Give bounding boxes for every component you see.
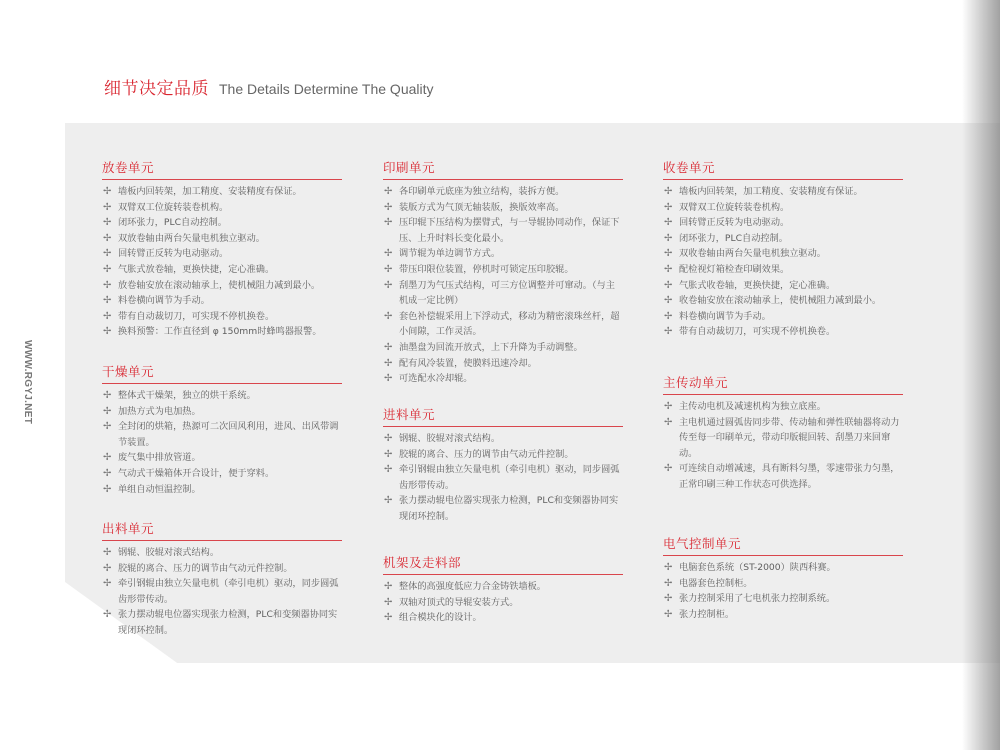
sparkle-bullet-icon: ✢ <box>384 596 393 608</box>
feature-section <box>663 373 903 493</box>
list-item-text: 全封闭的烘箱，热源可二次回风利用，进风、出风带调节装置。 <box>118 421 339 448</box>
sparkle-bullet-icon: ✢ <box>103 390 112 401</box>
list-item-text: 钢辊、胶辊对滚式结构。 <box>399 433 501 444</box>
list-item <box>383 278 623 309</box>
sparkle-bullet-icon: ✢ <box>664 401 673 412</box>
list-item <box>663 293 903 309</box>
list-item-text: 装版方式为气顶无轴装版，换版效率高。 <box>399 201 565 213</box>
sparkle-bullet-icon: ✢ <box>103 232 112 244</box>
list-item-text: 张力摆动辊电位器实现张力检测，PLC和变频器协同实现闭环控制。 <box>399 495 619 522</box>
section-title: 印刷单元 <box>383 158 623 180</box>
list-item-text: 张力控制采用了七电机张力控制系统。 <box>679 593 836 605</box>
sparkle-bullet-icon: ✢ <box>664 201 673 213</box>
feature-list <box>663 560 903 622</box>
list-item-text: 各印刷单元底座为独立结构，装拆方便。 <box>399 186 565 197</box>
list-item <box>102 262 342 278</box>
sparkle-bullet-icon: ✢ <box>384 201 393 213</box>
sparkle-bullet-icon: ✢ <box>103 295 112 307</box>
list-item-text: 套色补偿辊采用上下浮动式，移动为精密滚珠丝杆，超小间隙，工作灵活。 <box>399 310 620 338</box>
sparkle-bullet-icon: ✢ <box>384 433 393 444</box>
list-item <box>663 231 903 247</box>
list-item <box>663 607 903 623</box>
list-item <box>383 431 623 447</box>
list-item-text: 双放卷轴由两台矢量电机独立驱动。 <box>118 232 265 244</box>
page-title-zh: 细节决定品质 <box>104 79 209 99</box>
feature-section <box>663 534 903 622</box>
sparkle-bullet-icon: ✢ <box>384 310 393 322</box>
list-item-text: 墙板内回转架，加工精度、安装精度有保证。 <box>679 186 863 197</box>
list-item <box>102 607 342 638</box>
list-item-text: 双臂双工位旋转装卷机构。 <box>679 201 790 213</box>
section-title: 电气控制单元 <box>663 534 903 556</box>
sparkle-bullet-icon: ✢ <box>103 310 112 322</box>
list-item <box>663 576 903 592</box>
list-item <box>102 324 342 340</box>
sparkle-bullet-icon: ✢ <box>664 295 673 307</box>
feature-list <box>102 545 342 639</box>
sparkle-bullet-icon: ✢ <box>384 263 393 275</box>
sparkle-bullet-icon: ✢ <box>664 186 673 197</box>
sparkle-bullet-icon: ✢ <box>384 357 393 369</box>
list-item <box>102 309 342 325</box>
section-title: 进料单元 <box>383 405 623 427</box>
list-item-text: 调节辊为单边调节方式。 <box>399 248 501 260</box>
sparkle-bullet-icon: ✢ <box>384 217 393 229</box>
feature-section <box>383 158 623 387</box>
sparkle-bullet-icon: ✢ <box>664 217 673 229</box>
list-item <box>383 371 623 387</box>
list-item-text: 胶辊的离合、压力的调节由气动元件控制。 <box>399 448 574 460</box>
list-item-text: 放卷轴安放在滚动轴承上，使机械阻力减到最小。 <box>118 279 321 291</box>
list-item <box>102 200 342 216</box>
feature-section <box>102 362 342 497</box>
sparkle-bullet-icon: ✢ <box>384 373 393 385</box>
list-item-text: 张力摆动辊电位器实现张力检测，PLC和变频器协同实现闭环控制。 <box>118 609 338 636</box>
list-item <box>383 493 623 524</box>
sparkle-bullet-icon: ✢ <box>664 608 673 620</box>
list-item-text: 电脑套色系统（ST-2000）陕西科赛。 <box>679 562 836 573</box>
list-item <box>102 231 342 247</box>
sparkle-bullet-icon: ✢ <box>664 593 673 605</box>
list-item <box>102 482 342 498</box>
sparkle-bullet-icon: ✢ <box>103 452 112 464</box>
list-item-text: 闭环张力，PLC自动控制。 <box>679 232 788 244</box>
list-item <box>663 215 903 231</box>
list-item <box>383 309 623 340</box>
sparkle-bullet-icon: ✢ <box>664 263 673 275</box>
list-item <box>102 419 342 450</box>
sparkle-bullet-icon: ✢ <box>103 405 112 417</box>
sparkle-bullet-icon: ✢ <box>384 464 393 476</box>
list-item <box>663 278 903 294</box>
sparkle-bullet-icon: ✢ <box>384 581 393 592</box>
feature-list <box>663 184 903 340</box>
sparkle-bullet-icon: ✢ <box>103 562 112 574</box>
list-item-text: 单组自动恒温控制。 <box>118 483 201 495</box>
section-title: 放卷单元 <box>102 158 342 180</box>
list-item-text: 整体式干燥架，独立的烘干系统。 <box>118 390 256 401</box>
list-item <box>663 246 903 262</box>
list-item <box>663 591 903 607</box>
list-item-text: 料卷横向调节为手动。 <box>679 310 771 322</box>
sparkle-bullet-icon: ✢ <box>664 248 673 260</box>
list-item <box>383 215 623 246</box>
feature-list <box>383 579 623 626</box>
list-item <box>383 462 623 493</box>
page-title-en: The Details Determine The Quality <box>219 81 434 97</box>
sparkle-bullet-icon: ✢ <box>103 217 112 229</box>
list-item-text: 可选配水冷却辊。 <box>399 373 473 385</box>
list-item-text: 胶辊的离合、压力的调节由气动元件控制。 <box>118 562 293 574</box>
section-title: 机架及走料部 <box>383 553 623 575</box>
list-item <box>102 561 342 577</box>
list-item <box>663 415 903 462</box>
feature-section <box>383 553 623 626</box>
list-item-text: 钢辊、胶辊对滚式结构。 <box>118 547 220 558</box>
sparkle-bullet-icon: ✢ <box>664 232 673 244</box>
list-item-text: 双收卷轴由两台矢量电机独立驱动。 <box>679 248 826 260</box>
list-item-text: 油墨盘为回流开放式，上下升降为手动调整。 <box>399 341 583 353</box>
list-item <box>102 466 342 482</box>
list-item <box>102 215 342 231</box>
list-item-text: 换料预警：工作直径到 φ 150mm时蜂鸣器报警。 <box>118 326 322 338</box>
sparkle-bullet-icon: ✢ <box>384 612 393 624</box>
list-item <box>663 399 903 415</box>
sparkle-bullet-icon: ✢ <box>664 279 673 291</box>
list-item-text: 回转臂正反转为电动驱动。 <box>679 217 790 229</box>
list-item-text: 带有自动裁切刀，可实现不停机换卷。 <box>118 310 275 322</box>
side-website-url: WWW.RGYJ.NET <box>22 340 33 425</box>
sparkle-bullet-icon: ✢ <box>384 248 393 260</box>
list-item <box>383 579 623 595</box>
list-item-text: 电器套色控制柜。 <box>679 577 753 589</box>
list-item-text: 组合模块化的设计。 <box>399 612 482 624</box>
sparkle-bullet-icon: ✢ <box>103 279 112 291</box>
list-item-text: 闭环张力，PLC自动控制。 <box>118 217 227 229</box>
sparkle-bullet-icon: ✢ <box>103 326 112 338</box>
sparkle-bullet-icon: ✢ <box>103 201 112 213</box>
list-item <box>383 262 623 278</box>
sparkle-bullet-icon: ✢ <box>664 310 673 322</box>
list-item-text: 牵引钢辊由独立矢量电机（牵引电机）驱动，同步圆弧齿形带传动。 <box>399 464 620 491</box>
list-item <box>102 184 342 200</box>
list-item-text: 带压印限位装置，停机时可锁定压印胶辊。 <box>399 263 574 275</box>
list-item-text: 回转臂正反转为电动驱动。 <box>118 248 229 260</box>
list-item <box>383 595 623 611</box>
list-item-text: 双臂双工位旋转装卷机构。 <box>118 201 229 213</box>
list-item <box>383 340 623 356</box>
list-item-text: 双轴对顶式的导辊安装方式。 <box>399 596 519 608</box>
list-item-text: 加热方式为电加热。 <box>118 405 201 417</box>
sparkle-bullet-icon: ✢ <box>384 341 393 353</box>
section-title: 出料单元 <box>102 519 342 541</box>
list-item <box>663 461 903 492</box>
sparkle-bullet-icon: ✢ <box>664 416 673 428</box>
sparkle-bullet-icon: ✢ <box>103 467 112 479</box>
sparkle-bullet-icon: ✢ <box>103 263 112 275</box>
feature-section <box>383 405 623 525</box>
list-item-text: 收卷轴安放在滚动轴承上，使机械阻力减到最小。 <box>679 295 882 307</box>
section-title: 主传动单元 <box>663 373 903 395</box>
list-item <box>383 184 623 200</box>
feature-list <box>383 431 623 525</box>
list-item <box>663 309 903 325</box>
list-item <box>663 200 903 216</box>
list-item <box>102 278 342 294</box>
list-item <box>383 200 623 216</box>
sparkle-bullet-icon: ✢ <box>103 609 112 621</box>
list-item-text: 废气集中排放管道。 <box>118 452 201 464</box>
sparkle-bullet-icon: ✢ <box>103 578 112 590</box>
list-item <box>102 545 342 561</box>
list-item-text: 主电机通过圆弧齿同步带、传动轴和弹性联轴器将动力传至每一印刷单元，带动印版辊回转、刮墨刀来回窜动。 <box>679 416 900 459</box>
list-item-text: 墙板内回转架，加工精度、安装精度有保证。 <box>118 186 302 197</box>
feature-section <box>663 158 903 340</box>
page-title <box>104 74 434 99</box>
feature-list <box>383 184 623 387</box>
list-item-text: 整体的高强度低应力合金铸铁墙板。 <box>399 581 546 592</box>
sparkle-bullet-icon: ✢ <box>384 279 393 291</box>
sparkle-bullet-icon: ✢ <box>384 448 393 460</box>
list-item <box>102 576 342 607</box>
list-item-text: 主传动电机及减速机构为独立底座。 <box>679 401 826 412</box>
list-item <box>102 246 342 262</box>
sparkle-bullet-icon: ✢ <box>103 186 112 197</box>
sparkle-bullet-icon: ✢ <box>664 562 673 573</box>
list-item <box>663 184 903 200</box>
list-item <box>383 447 623 463</box>
list-item <box>102 404 342 420</box>
feature-list <box>663 399 903 493</box>
list-item <box>663 324 903 340</box>
list-item <box>383 246 623 262</box>
sparkle-bullet-icon: ✢ <box>103 547 112 558</box>
sparkle-bullet-icon: ✢ <box>664 577 673 589</box>
sparkle-bullet-icon: ✢ <box>664 326 673 338</box>
feature-section <box>102 519 342 639</box>
feature-list <box>102 184 342 340</box>
section-title: 干燥单元 <box>102 362 342 384</box>
sparkle-bullet-icon: ✢ <box>384 495 393 507</box>
list-item-text: 气胀式收卷轴，更换快捷，定心准确。 <box>679 279 836 291</box>
list-item-text: 气动式干燥箱体开合设计，便于穿料。 <box>118 467 275 479</box>
sparkle-bullet-icon: ✢ <box>103 248 112 260</box>
list-item-text: 刮墨刀为气压式结构，可三方位调整并可窜动。（与主机成一定比例） <box>399 279 615 307</box>
list-item-text: 气胀式放卷轴，更换快捷，定心准确。 <box>118 263 275 275</box>
sparkle-bullet-icon: ✢ <box>384 186 393 197</box>
list-item-text: 配检视灯箱检查印刷效果。 <box>679 263 790 275</box>
list-item <box>383 610 623 626</box>
list-item-text: 料卷横向调节为手动。 <box>118 295 210 307</box>
list-item <box>663 560 903 576</box>
list-item <box>102 388 342 404</box>
list-item-text: 带有自动裁切刀，可实现不停机换卷。 <box>679 326 836 338</box>
list-item <box>383 356 623 372</box>
section-title: 收卷单元 <box>663 158 903 180</box>
feature-section <box>102 158 342 340</box>
list-item <box>102 450 342 466</box>
list-item-text: 压印辊下压结构为摆臂式，与一导辊协同动作，保证下压、上升时料长变化最小。 <box>399 217 620 244</box>
list-item <box>663 262 903 278</box>
list-item-text: 牵引钢辊由独立矢量电机（牵引电机）驱动，同步圆弧齿形带传动。 <box>118 578 339 605</box>
sparkle-bullet-icon: ✢ <box>103 421 112 433</box>
sparkle-bullet-icon: ✢ <box>103 483 112 495</box>
sparkle-bullet-icon: ✢ <box>664 463 673 475</box>
list-item <box>102 293 342 309</box>
list-item-text: 可连续自动增减速，具有断料匀墨，零速带张力匀墨，正常印刷三种工作状态可供选择。 <box>679 463 900 490</box>
list-item-text: 张力控制柜。 <box>679 608 735 620</box>
list-item-text: 配有风冷装置，使膜料迅速冷却。 <box>399 357 537 369</box>
feature-list <box>102 388 342 497</box>
